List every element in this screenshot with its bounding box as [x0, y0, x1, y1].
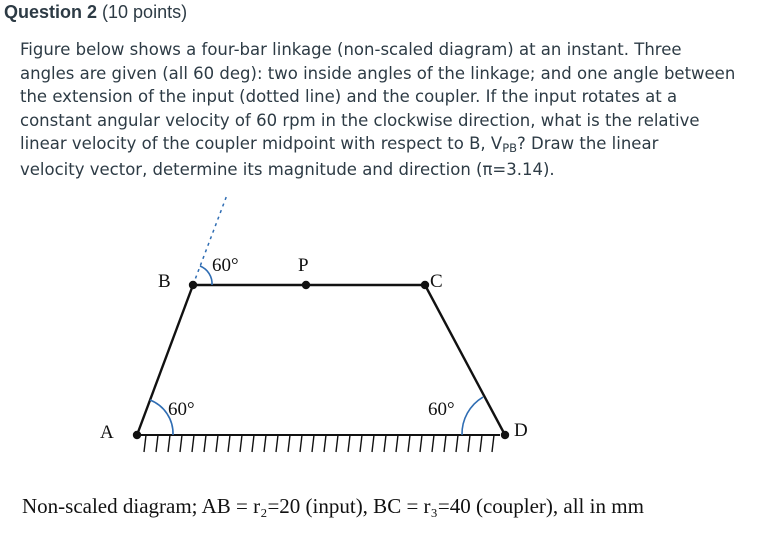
ground-hatch-mark	[444, 435, 446, 452]
ground-hatch-mark	[240, 435, 242, 452]
ground-hatch-mark	[192, 435, 194, 452]
angle-label-top: 60°	[212, 255, 239, 276]
ground-hatch-mark	[144, 435, 146, 452]
question-line-6: velocity vector, determine its magnitude and direction (π=3.14).	[20, 159, 555, 179]
label-p: P	[298, 255, 309, 276]
label-a: A	[100, 422, 114, 443]
ground-hatch-mark	[300, 435, 302, 452]
ground-hatch-mark	[216, 435, 218, 452]
ground-hatch-mark	[432, 435, 434, 452]
ground-hatch-mark	[456, 435, 458, 452]
ground-hatch-mark	[348, 435, 350, 452]
joint-a	[133, 431, 141, 439]
question-line-4: constant angular velocity of 60 rpm in the clockwise direction, what is the relative	[20, 110, 700, 130]
question-points: (10 points)	[102, 2, 188, 22]
ground-hatch-mark	[420, 435, 422, 452]
question-line-5-suffix: ? Draw the linear	[517, 134, 659, 154]
diagram-caption: Non-scaled diagram; AB = r₂=20 (input), BC = r₃=40 (coupler), all in mm	[22, 494, 644, 518]
ground-hatching	[140, 435, 500, 452]
question-header	[4, 2, 187, 23]
ground-hatch-mark	[324, 435, 326, 452]
angle-label-bottom-right: 60°	[428, 399, 455, 420]
ground-hatch-mark	[396, 435, 398, 452]
ground-hatch-mark	[408, 435, 410, 452]
ground-hatch-mark	[312, 435, 314, 452]
ground-hatch-mark	[468, 435, 470, 452]
label-d: D	[514, 420, 528, 441]
joint-c	[421, 281, 429, 289]
ground-hatch-mark	[156, 435, 158, 452]
ground-hatch-mark	[264, 435, 266, 452]
ground-hatch-mark	[252, 435, 254, 452]
angle-arc-bottom-right	[462, 397, 483, 435]
ground-hatch-mark	[168, 435, 170, 452]
question-line-5	[20, 132, 750, 158]
velocity-subscript: PB	[502, 141, 518, 156]
ground-hatch-mark	[336, 435, 338, 452]
question-line-2: angles are given (all 60 deg): two inside angles of the linkage; and one angle between	[20, 63, 736, 83]
ground-hatch-mark	[360, 435, 362, 452]
label-b: B	[158, 271, 171, 292]
label-c: C	[430, 271, 443, 292]
question-number: Question 2	[4, 2, 98, 22]
question-line-3: the extension of the input (dotted line) and the coupler. If the input rotates at a	[20, 87, 678, 107]
ground-hatch-mark	[288, 435, 290, 452]
joint-b	[189, 281, 197, 289]
question-line-5-text: linear velocity of the coupler midpoint with respect to B, V	[20, 134, 503, 154]
ground-hatch-mark	[276, 435, 278, 452]
ground-hatch-mark	[372, 435, 374, 452]
ground-hatch-mark	[492, 435, 494, 452]
ground-hatch-mark	[384, 435, 386, 452]
four-bar-linkage-diagram	[0, 180, 761, 480]
ground-hatch-mark	[480, 435, 482, 452]
question-text	[20, 38, 750, 182]
ground-hatch-mark	[180, 435, 182, 452]
ground-hatch-mark	[204, 435, 206, 452]
angle-label-bottom-left: 60°	[168, 399, 195, 420]
ground-hatch-mark	[228, 435, 230, 452]
joint-p	[302, 281, 310, 289]
joint-d	[501, 431, 509, 439]
angle-arc-top	[200, 266, 212, 285]
question-line-1: Figure below shows a four-bar linkage (non-scaled diagram) at an instant. Three	[20, 40, 682, 59]
